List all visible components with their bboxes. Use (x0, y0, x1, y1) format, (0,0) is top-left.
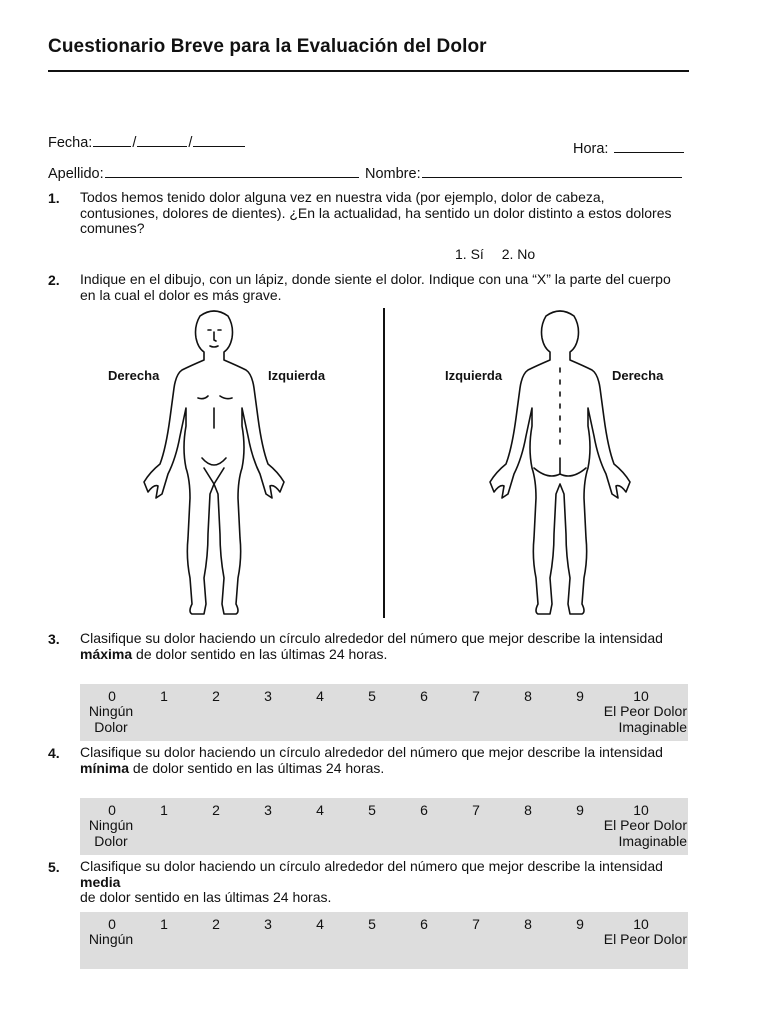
q5-text-line2: de dolor sentido en las últimas 24 horas. (80, 889, 332, 905)
surname-field[interactable] (48, 164, 360, 182)
q5-scale-1[interactable]: 1 (160, 916, 168, 932)
q5-scale-3[interactable]: 3 (264, 916, 272, 932)
q3-scale (80, 684, 688, 741)
q4-low-a: Ningún (88, 817, 134, 833)
front-right-label: Derecha (108, 368, 160, 383)
q4-scale-low-label (83, 817, 139, 849)
figure-divider (383, 308, 385, 618)
name-field[interactable] (365, 164, 683, 182)
q4-high-b: Imaginable (618, 833, 687, 849)
front-left-label: Izquierda (268, 368, 326, 383)
q5-low-a: Ningún (88, 931, 134, 947)
q3-high-b: Imaginable (618, 719, 687, 735)
q4-scale-3[interactable]: 3 (264, 802, 272, 818)
q5-scale-8[interactable]: 8 (524, 916, 532, 932)
time-field[interactable] (573, 139, 685, 157)
q4-scale (80, 798, 688, 855)
q5-scale-0[interactable]: 0 (108, 916, 116, 932)
q3-scale-7[interactable]: 7 (472, 688, 480, 704)
q1-option-yes[interactable]: 1. Sí (455, 246, 484, 262)
date-field[interactable]: Fecha: / / (48, 133, 246, 151)
q3-number: 3. (48, 631, 60, 647)
q3-low-a: Ningún (88, 703, 134, 719)
q3-scale-1[interactable]: 1 (160, 688, 168, 704)
q4-text-bold: mínima (80, 759, 130, 776)
surname-label: Apellido: (48, 166, 104, 182)
page-title: Cuestionario Breve para la Evaluación del Dolor (48, 36, 487, 57)
q4-text-line1: Clasifique su dolor haciendo un círculo alrededor del número que mejor describe la intensidad (80, 744, 663, 760)
date-label: Fecha: (48, 135, 93, 151)
date-month-blank[interactable] (137, 133, 187, 147)
q4-text-line2: de dolor sentido en las últimas 24 horas. (129, 759, 385, 776)
q3-scale-high-label (567, 703, 687, 735)
q5-scale-9[interactable]: 9 (576, 916, 584, 932)
q4-scale-8[interactable]: 8 (524, 802, 532, 818)
time-label: Hora: (573, 141, 609, 157)
q4-scale-6[interactable]: 6 (420, 802, 428, 818)
q4-scale-0[interactable]: 0 (108, 802, 116, 818)
q5-scale-10[interactable]: 10 (633, 916, 649, 932)
q5-scale-high-label (567, 931, 687, 947)
q4-number: 4. (48, 745, 60, 761)
q5-scale-4[interactable]: 4 (316, 916, 324, 932)
q1-text: Todos hemos tenido dolor alguna vez en nuestra vida (por ejemplo, dolor de cabeza, contusiones, dolores de dientes). ¿En la actualidad, ha sentido un dolor distinto a estos dolores comunes? (80, 189, 672, 236)
q3-scale-9[interactable]: 9 (576, 688, 584, 704)
q1-option-no[interactable]: 2. No (501, 246, 536, 262)
q4-scale-5[interactable]: 5 (368, 802, 376, 818)
q4-text (80, 745, 675, 776)
q4-high-a: El Peor Dolor (603, 817, 687, 833)
q5-high-a: El Peor Dolor (603, 931, 687, 947)
q3-text-line1: Clasifique su dolor haciendo un círculo alrededor del número que mejor describe la intensidad (80, 630, 663, 646)
q5-scale-5[interactable]: 5 (368, 916, 376, 932)
title-rule (48, 70, 689, 72)
body-front-figure[interactable] (138, 308, 288, 620)
q3-scale-low-label (83, 703, 139, 735)
q4-scale-9[interactable]: 9 (576, 802, 584, 818)
body-back-figure[interactable] (486, 308, 634, 620)
q3-scale-3[interactable]: 3 (264, 688, 272, 704)
date-day-blank[interactable] (93, 133, 131, 147)
back-right-label: Derecha (612, 368, 664, 383)
name-label: Nombre: (365, 166, 421, 182)
q4-scale-10[interactable]: 10 (633, 802, 649, 818)
q5-scale (80, 912, 688, 969)
date-year-blank[interactable] (193, 133, 245, 147)
q3-scale-10[interactable]: 10 (633, 688, 649, 704)
q3-scale-4[interactable]: 4 (316, 688, 324, 704)
q3-scale-0[interactable]: 0 (108, 688, 116, 704)
q1-number: 1. (48, 190, 60, 206)
q5-scale-low-label (83, 931, 139, 947)
q3-text-line2: de dolor sentido en las últimas 24 horas. (132, 645, 388, 662)
q5-scale-2[interactable]: 2 (212, 916, 220, 932)
q3-scale-2[interactable]: 2 (212, 688, 220, 704)
time-blank[interactable] (614, 139, 684, 153)
q3-high-a: El Peor Dolor (603, 703, 687, 719)
q3-scale-6[interactable]: 6 (420, 688, 428, 704)
q4-scale-4[interactable]: 4 (316, 802, 324, 818)
surname-blank[interactable] (105, 164, 359, 178)
q3-scale-8[interactable]: 8 (524, 688, 532, 704)
q3-scale-5[interactable]: 5 (368, 688, 376, 704)
q2-number: 2. (48, 272, 60, 288)
q3-text-bold: máxima (80, 645, 133, 662)
q4-scale-7[interactable]: 7 (472, 802, 480, 818)
q5-text (80, 859, 675, 906)
q4-low-b: Dolor (94, 833, 128, 849)
q5-scale-6[interactable]: 6 (420, 916, 428, 932)
q5-number: 5. (48, 859, 60, 875)
q1-options (455, 246, 549, 262)
q3-low-b: Dolor (94, 719, 128, 735)
back-left-label: Izquierda (445, 368, 503, 383)
name-blank[interactable] (422, 164, 682, 178)
q4-scale-high-label (567, 817, 687, 849)
q5-text-line1: Clasifique su dolor haciendo un círculo alrededor del número que mejor describe la intensidad (80, 858, 663, 874)
q5-text-bold: media (80, 873, 121, 890)
q3-text (80, 631, 675, 662)
q2-text: Indique en el dibujo, con un lápiz, donde siente el dolor. Indique con una “X” la parte del cuerpo en la cual el dolor es más grave. (80, 271, 671, 303)
q4-scale-2[interactable]: 2 (212, 802, 220, 818)
q5-scale-7[interactable]: 7 (472, 916, 480, 932)
q4-scale-1[interactable]: 1 (160, 802, 168, 818)
